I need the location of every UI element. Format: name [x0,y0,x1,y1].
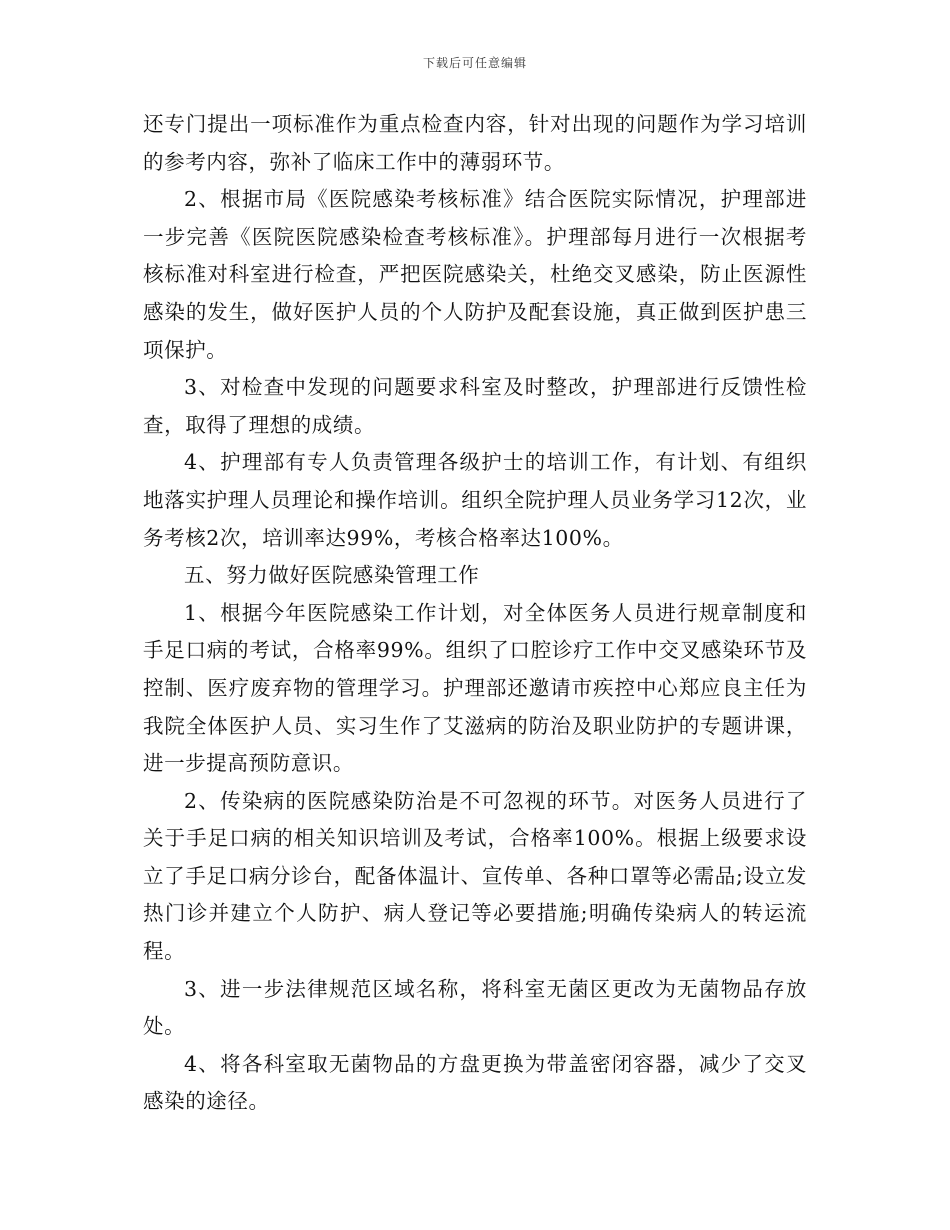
section-heading-5: 五、努力做好医院感染管理工作 [184,563,480,588]
paragraph-section5-item-1: 1、根据今年医院感染工作计划，对全体医务人员进行规章制度和手足口病的考试，合格率99%。组织了口腔诊疗工作中交叉感染环节及控制、医疗废弃物的管理学习。护理部还邀请市疾控中心郑应良主任为我院全体医护人员、实习生作了艾滋病的防治及职业防护的专题讲课，进一步提高预防意识。 [143,600,807,776]
paragraph-section5-item-4: 4、将各科室取无菌物品的方盘更换为带盖密闭容器，减少了交叉感染的途径。 [143,1051,807,1114]
paragraph-item-4: 4、护理部有专人负责管理各级护士的培训工作，有计划、有组织地落实护理人员理论和操作培训。组织全院护理人员业务学习12次，业务考核2次，培训率达99%，考核合格率达100%。 [143,450,807,550]
paragraph-item-3: 3、对检查中发现的问题要求科室及时整改，护理部进行反馈性检查，取得了理想的成绩。 [143,375,807,437]
paragraph-continuation: 还专门提出一项标准作为重点检查内容，针对出现的问题作为学习培训的参考内容，弥补了临床工作中的薄弱环节。 [143,112,807,174]
paragraph-item-2: 2、根据市局《医院感染考核标准》结合医院实际情况，护理部进一步完善《医院医院感染检查考核标准》。护理部每月进行一次根据考核标准对科室进行检查，严把医院感染关，杜绝交叉感染，防止医源性感染的发生，做好医护人员的个人防护及配套设施，真正做到医护患三项保护。 [143,187,807,362]
paragraph-section5-item-3: 3、进一步法律规范区域名称，将科室无菌区更改为无菌物品存放处。 [143,976,807,1039]
page-header: 下载后可任意编辑 [422,56,527,70]
document-body [143,106,807,1121]
paragraph-section5-item-2: 2、传染病的医院感染防治是不可忽视的环节。对医务人员进行了关于手足口病的相关知识培训及考试，合格率100%。根据上级要求设立了手足口病分诊台，配备体温计、宣传单、各种口罩等必需品;设立发热门诊并建立个人防护、病人登记等必要措施;明确传染病人的转运流程。 [143,788,807,964]
